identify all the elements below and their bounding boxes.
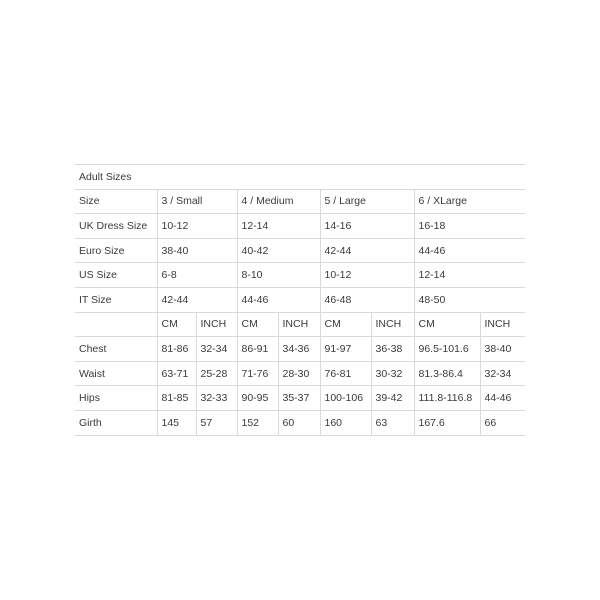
table-cell: 81.3-86.4 — [414, 361, 480, 386]
unit-label-inch: INCH — [371, 312, 414, 337]
table-cell: 46-48 — [320, 287, 414, 312]
size-chart-table — [75, 164, 525, 436]
table-cell: 32-33 — [196, 386, 237, 411]
size-header-medium: 4 / Medium — [237, 189, 320, 214]
table-cell: 90-95 — [237, 386, 278, 411]
table-cell: 25-28 — [196, 361, 237, 386]
unit-header-row — [75, 312, 525, 337]
table-cell: 44-46 — [480, 386, 525, 411]
table-cell: 38-40 — [480, 337, 525, 362]
table-cell: 42-44 — [157, 287, 237, 312]
row-label: Waist — [75, 361, 157, 386]
unit-label-cm: CM — [320, 312, 371, 337]
size-header-large: 5 / Large — [320, 189, 414, 214]
unit-label-cm: CM — [414, 312, 480, 337]
table-cell: 76-81 — [320, 361, 371, 386]
size-header-small: 3 / Small — [157, 189, 237, 214]
table-cell: 12-14 — [237, 214, 320, 239]
table-cell: 42-44 — [320, 238, 414, 263]
table-cell: 6-8 — [157, 263, 237, 288]
table-cell: 32-34 — [480, 361, 525, 386]
table-row — [75, 386, 525, 411]
unit-label-inch: INCH — [196, 312, 237, 337]
unit-label-cm: CM — [237, 312, 278, 337]
table-cell: 66 — [480, 410, 525, 435]
row-label: Hips — [75, 386, 157, 411]
caption-row — [75, 165, 525, 190]
row-label: Size — [75, 189, 157, 214]
table-cell: 48-50 — [414, 287, 525, 312]
table-cell: 10-12 — [320, 263, 414, 288]
size-row — [75, 189, 525, 214]
table-cell: 39-42 — [371, 386, 414, 411]
table-cell: 167.6 — [414, 410, 480, 435]
table-cell: 36-38 — [371, 337, 414, 362]
table-cell: 63 — [371, 410, 414, 435]
table-cell: 63-71 — [157, 361, 196, 386]
row-label: IT Size — [75, 287, 157, 312]
table-cell: 14-16 — [320, 214, 414, 239]
table-row — [75, 361, 525, 386]
table-cell: 60 — [278, 410, 320, 435]
row-label: UK Dress Size — [75, 214, 157, 239]
unit-label-inch: INCH — [278, 312, 320, 337]
table-cell: 111.8-116.8 — [414, 386, 480, 411]
row-label: Girth — [75, 410, 157, 435]
table-cell: 32-34 — [196, 337, 237, 362]
table-cell: 12-14 — [414, 263, 525, 288]
table-cell: 40-42 — [237, 238, 320, 263]
table-cell: 57 — [196, 410, 237, 435]
row-label: Euro Size — [75, 238, 157, 263]
table-row — [75, 214, 525, 239]
table-cell: 30-32 — [371, 361, 414, 386]
table-cell: 81-85 — [157, 386, 196, 411]
table-cell: 35-37 — [278, 386, 320, 411]
table-cell: 8-10 — [237, 263, 320, 288]
table-cell: 44-46 — [414, 238, 525, 263]
table-cell: 160 — [320, 410, 371, 435]
table-row — [75, 238, 525, 263]
table-cell: 44-46 — [237, 287, 320, 312]
table-caption: Adult Sizes — [75, 165, 525, 190]
row-label-empty — [75, 312, 157, 337]
table-cell: 81-86 — [157, 337, 196, 362]
table-cell: 86-91 — [237, 337, 278, 362]
row-label: US Size — [75, 263, 157, 288]
table-cell: 28-30 — [278, 361, 320, 386]
table-row — [75, 263, 525, 288]
table-cell: 91-97 — [320, 337, 371, 362]
table-cell: 38-40 — [157, 238, 237, 263]
unit-label-inch: INCH — [480, 312, 525, 337]
table-cell: 96.5-101.6 — [414, 337, 480, 362]
size-header-xlarge: 6 / XLarge — [414, 189, 525, 214]
table-row — [75, 410, 525, 435]
table-cell: 71-76 — [237, 361, 278, 386]
row-label: Chest — [75, 337, 157, 362]
table-row — [75, 337, 525, 362]
table-cell: 100-106 — [320, 386, 371, 411]
table-row — [75, 287, 525, 312]
unit-label-cm: CM — [157, 312, 196, 337]
table-cell: 10-12 — [157, 214, 237, 239]
table-cell: 34-36 — [278, 337, 320, 362]
table-cell: 145 — [157, 410, 196, 435]
table-cell: 16-18 — [414, 214, 525, 239]
table-cell: 152 — [237, 410, 278, 435]
